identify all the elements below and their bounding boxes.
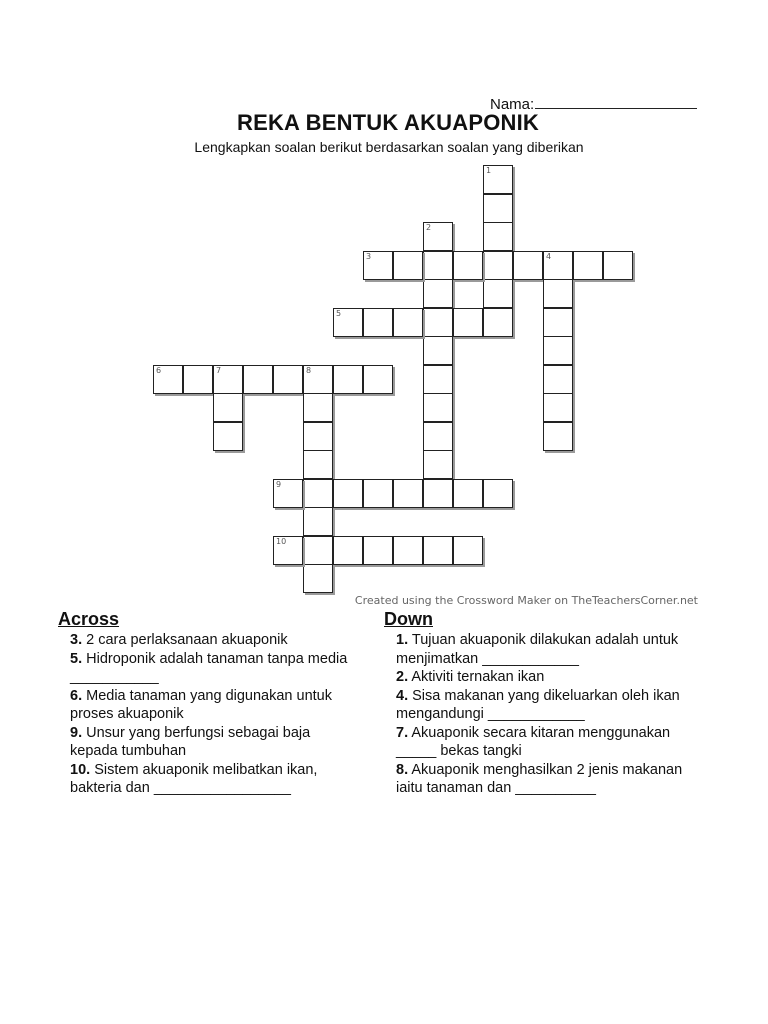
crossword-cell[interactable]	[303, 564, 333, 593]
crossword-cell[interactable]	[303, 536, 333, 565]
cell-number: 5	[336, 308, 342, 318]
crossword-cell[interactable]	[483, 279, 513, 308]
clue-number: 3.	[70, 632, 83, 648]
crossword-cell[interactable]	[423, 336, 453, 365]
crossword-cell[interactable]	[273, 365, 303, 394]
clue-text: 2 cara perlaksanaan akuaponik	[86, 632, 288, 648]
crossword-cell[interactable]	[213, 393, 243, 422]
crossword-cell[interactable]	[333, 479, 363, 508]
cell-number: 1	[486, 166, 492, 175]
crossword-cell[interactable]	[213, 365, 243, 394]
cell-number: 6	[156, 365, 162, 375]
crossword-cell[interactable]	[603, 251, 633, 280]
clue-down-7	[396, 724, 704, 761]
worksheet-title: REKA BENTUK AKUAPONIK	[236, 110, 540, 135]
name-label: Nama:	[490, 96, 535, 113]
crossword-cell[interactable]	[423, 479, 453, 508]
crossword-cell[interactable]	[423, 279, 453, 308]
crossword-cell[interactable]	[393, 251, 423, 280]
clue-text: Hidroponik adalah tanaman tanpa media ___________	[70, 650, 348, 685]
crossword-cell[interactable]	[243, 365, 273, 394]
across-heading: Across	[58, 609, 120, 629]
clue-number: 1.	[396, 632, 409, 648]
crossword-cell[interactable]	[363, 365, 393, 394]
clue-number: 4.	[396, 687, 409, 704]
clue-across-9	[70, 724, 358, 761]
crossword-cell[interactable]	[423, 251, 453, 280]
crossword-cell[interactable]	[423, 393, 453, 422]
crossword-cell[interactable]	[393, 479, 423, 508]
clue-across-10	[70, 761, 358, 798]
clue-number: 2.	[396, 669, 409, 685]
crossword-cell[interactable]	[483, 194, 513, 223]
crossword-cell[interactable]	[573, 251, 603, 280]
crossword-cell[interactable]	[363, 479, 393, 508]
clue-text: Unsur yang berfungsi sebagai baja kepada tumbuhan	[70, 724, 311, 759]
cell-number: 3	[366, 251, 372, 261]
clue-down-1	[396, 631, 704, 668]
crossword-cell[interactable]	[303, 450, 333, 479]
clue-text: Sistem akuaponik melibatkan ikan, bakteria dan _________________	[70, 761, 318, 796]
crossword-cell[interactable]	[393, 308, 423, 337]
crossword-cell[interactable]	[333, 308, 363, 337]
cell-number: 4	[546, 251, 552, 261]
cell-number: 10	[276, 536, 287, 546]
crossword-cell[interactable]	[543, 308, 573, 337]
crossword-cell[interactable]	[453, 308, 483, 337]
clue-number: 10.	[70, 761, 91, 778]
clue-down-4	[396, 687, 704, 724]
crossword-cell[interactable]	[153, 365, 183, 394]
crossword-cell[interactable]	[363, 251, 393, 280]
crossword-cell[interactable]	[543, 365, 573, 394]
crossword-cell[interactable]	[363, 308, 393, 337]
across-clues	[58, 608, 358, 798]
crossword-cell[interactable]	[423, 365, 453, 394]
credit-text: Created using the Crossword Maker on TheTeachersCorner.net	[354, 594, 698, 607]
clue-down-2	[396, 668, 704, 687]
clue-text: Tujuan akuaponik dilakukan adalah untuk menjimatkan ____________	[396, 632, 679, 667]
crossword-cell[interactable]	[423, 422, 453, 451]
clue-text: Aktiviti ternakan ikan	[411, 669, 545, 685]
clue-across-6	[70, 687, 358, 724]
clue-across-3	[70, 631, 358, 650]
crossword-cell[interactable]	[453, 251, 483, 280]
worksheet-subtitle: Lengkapkan soalan berikut berdasarkan soalan yang diberikan	[194, 139, 584, 155]
crossword-cell[interactable]	[483, 251, 513, 280]
crossword-cell[interactable]	[483, 479, 513, 508]
clue-number: 9.	[70, 724, 83, 741]
crossword-cell[interactable]	[543, 336, 573, 365]
clue-down-8	[396, 761, 704, 798]
clue-number: 7.	[396, 724, 409, 741]
crossword-cell[interactable]	[303, 507, 333, 536]
cell-number: 7	[216, 365, 222, 375]
clue-number: 8.	[396, 761, 409, 778]
crossword-cell[interactable]	[483, 308, 513, 337]
clue-number: 6.	[70, 687, 83, 704]
crossword-cell[interactable]	[453, 536, 483, 565]
crossword-cell[interactable]	[333, 365, 363, 394]
crossword-cell[interactable]	[303, 365, 333, 394]
crossword-cell[interactable]	[213, 422, 243, 451]
crossword-cell[interactable]	[543, 422, 573, 451]
crossword-cell[interactable]	[363, 536, 393, 565]
crossword-cell[interactable]	[543, 279, 573, 308]
crossword-cell[interactable]	[483, 222, 513, 251]
crossword-cell[interactable]	[423, 308, 453, 337]
clue-text: Sisa makanan yang dikeluarkan oleh ikan mengandungi ____________	[396, 687, 680, 722]
cell-number: 9	[276, 479, 282, 489]
crossword-cell[interactable]	[483, 165, 513, 194]
crossword-cell[interactable]	[423, 450, 453, 479]
crossword-cell[interactable]	[183, 365, 213, 394]
cell-number: 2	[426, 223, 432, 232]
clue-number: 5.	[70, 650, 83, 667]
crossword-cell[interactable]	[393, 536, 423, 565]
crossword-cell[interactable]	[303, 393, 333, 422]
clue-text: Akuaponik menghasilkan 2 jenis makanan iaitu tanaman dan __________	[396, 761, 683, 796]
crossword-cell[interactable]	[543, 393, 573, 422]
clue-text: Akuaponik secara kitaran menggunakan _____ bekas tangki	[396, 724, 671, 759]
crossword-cell[interactable]	[423, 222, 453, 251]
crossword-cell[interactable]	[273, 536, 303, 565]
clue-text: Media tanaman yang digunakan untuk proses akuaponik	[70, 687, 332, 722]
down-clues	[384, 608, 704, 798]
crossword-cell[interactable]	[453, 479, 483, 508]
cell-number: 8	[306, 365, 312, 375]
crossword-cell[interactable]	[273, 479, 303, 508]
crossword-cell[interactable]	[303, 479, 333, 508]
crossword-cell[interactable]	[303, 422, 333, 451]
crossword-cell[interactable]	[543, 251, 573, 280]
clue-across-5	[70, 650, 358, 687]
crossword-cell[interactable]	[333, 536, 363, 565]
crossword-cell[interactable]	[423, 536, 453, 565]
down-heading: Down	[384, 609, 433, 629]
crossword-cell[interactable]	[513, 251, 543, 280]
